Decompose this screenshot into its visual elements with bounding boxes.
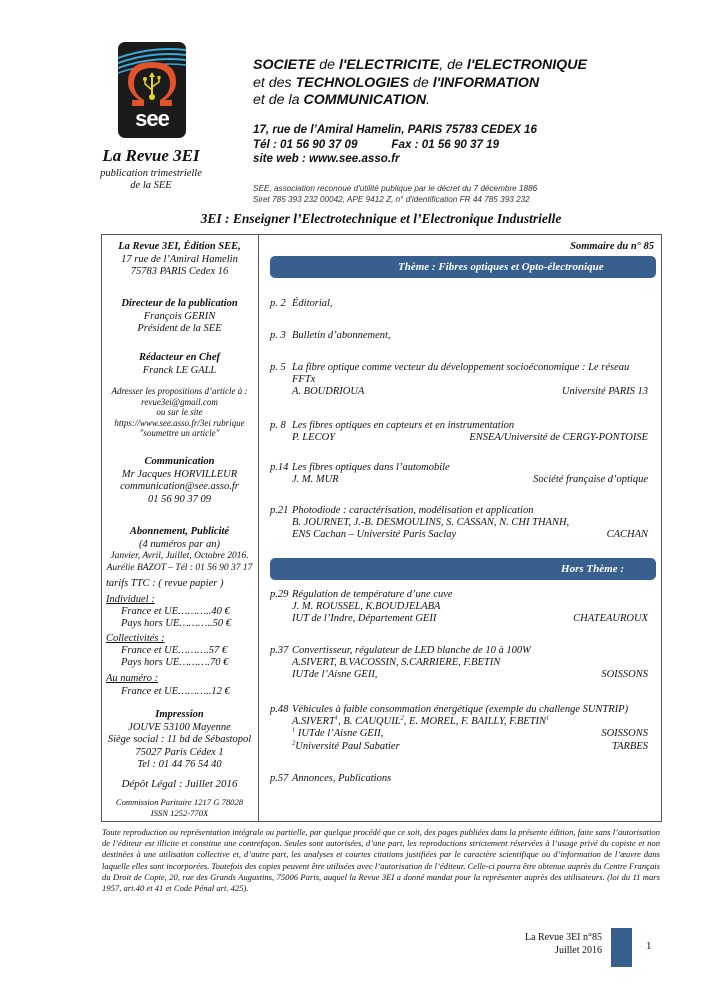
entry-authors: A. BOUDRIOUA [292,386,365,398]
page-number: p.37 [270,645,289,656]
entry-location: ENSEA/Université de CERGY-PONTOISE [469,432,648,444]
entry-affiliation: $^1$ IUTde l’Aisne GEII, [292,726,384,740]
fax: Fax : 01 56 90 37 19 [391,137,500,151]
entry-authors: B. JOURNET, J.-B. DESMOULINS, S. CASSAN, N. CHI THANH, [292,517,570,529]
communication-block: Communication Mr Jacques HORVILLEUR communication@see.asso.fr 01 56 90 37 09 [101,456,258,506]
tagline: 3EI : Enseigner l’Electrotechnique et l’Electronique Industrielle [200,211,562,226]
address: 17, rue de l’Amiral Hamelin, PARIS 75783 CEDEX 16 [253,123,537,136]
toc-entry[interactable] [270,420,648,444]
page-number: p. 3 [270,330,286,341]
toc-entry[interactable] [270,773,648,785]
toc-entry[interactable] [270,589,648,626]
entry-title: Les fibres optiques dans l’automobile [292,462,450,473]
page-number: p.57 [270,773,289,784]
entry-authors: J. M. MUR [292,474,339,486]
telephone: Tél : 01 56 90 37 09 [253,137,358,151]
entry-authors: A.SIVERT, B.VACOSSIN, S.CARRIERE, F.BETIN [292,657,501,669]
tarif-row: France et UE………..40 € [121,606,230,617]
copyright-notice: Toute reproduction ou représentation intégrale ou partielle, par quelque procédé que ce soit, des pages publiées dans la présente édition, faite sans l’autorisation de l’éditeur est illicite et constitue une contrefaçon. Seules sont autorisées, d’une part, les reproductions strictement réservées à l’usage privé du copiste et non destinées à une utilisation collective et, d’autre part, les analyses et courtes citations justifiées par le caractère scientifique ou d’information de l’œuvre dans laquelle elles sont incorporées. Toutefois des copies peuvent être utilisées avec l’autorisation de l’éditeur. Celle-ci pourra être obtenue auprès du Centre Français du Droit de Copie, 20, rue des Grands Augustins, 75006 Paris, auquel la Revue 3EI a donné mandat pour la représenter auprès des utilisateurs. (loi du 11 mars 1957, art.40 et 41 et Code Pénal art. 425). [102,827,660,894]
theme-banner [270,256,656,278]
logo-text: see [135,106,169,131]
footer-issue-label: La Revue 3EI n°85 [524,932,602,943]
entry-location: Université PARIS 13 [561,386,648,398]
toc-entry[interactable] [270,704,648,753]
footer-date: Juillet 2016 [555,944,602,956]
submission-block: Adresser les propositions d’article à : revue3ei@gmail.com ou sur le site https://www.see.asso.fr/3ei rubrique "soumettre un article" [101,386,258,439]
director-block: Directeur de la publication François GERIN Président de la SEE [121,298,238,334]
toc-entry[interactable] [270,462,648,486]
entry-location: CHATEAUROUX [573,613,648,625]
entry-title: Régulation de température d’une cuve [292,589,453,600]
legal-line: SEE, association reconnue d'utilité publique par le décret du 7 décembre 1886 [253,184,538,193]
society-contact [253,123,537,167]
entry-authors: J. M. ROUSSEL, K.BOUDJELABA [292,601,441,613]
footer-accent-bar [611,928,632,967]
society-line: et de la COMMUNICATION. [253,92,431,108]
entry-title: Bulletin d’abonnement, [292,330,391,341]
revue-subtitle [90,168,212,192]
entry-title: Véhicules à faible consommation énergétique (exemple du challenge SUNTRIP) [292,704,629,715]
society-name [253,57,587,110]
page-number: p.48 [270,704,289,715]
edition-block: La Revue 3EI, Édition SEE, 17 rue de l’Amiral Hamelin 75783 PARIS Cedex 16 [118,241,241,277]
entry-affiliation: IUT de l’Indre, Département GEII [292,613,437,625]
entry-title: Éditorial, [292,298,333,309]
tarif-row: Pays hors UE………..50 € [121,618,231,629]
editor-block: Rédacteur en Chef Franck LE GALL [138,352,221,376]
entry-title: Photodiode : caractérisation, modélisation et application [292,505,534,516]
toc-entry[interactable] [270,298,648,310]
tarif-numero-label: Au numéro : [106,673,159,684]
communication-email[interactable]: communication@see.asso.fr [120,481,239,492]
hors-theme-banner [270,558,656,580]
entry-title: La fibre optique comme vecteur du développement socioéconomique : Le réseau FFTx [292,362,630,386]
tarif-row: France et UE……….57 € [121,645,228,656]
subscription-block: Abonnement, Publicité (4 numéros par an) Janvier, Avril, Juillet, Octobre 2016. Aurélie BAZOT – Tél : 01 56 90 37 17 [106,526,253,573]
footer-issue [490,932,602,957]
website-link[interactable]: site web : www.see.asso.fr [253,152,400,165]
entry-affiliation: $^2$Université Paul Sabatier [292,739,400,752]
tarif-individuel-label: Individuel : [106,594,155,605]
see-logo [118,42,186,138]
entry-location: SOISSONS [601,669,648,681]
entry-affiliation: ENS Cachan – Université Paris Saclay [292,529,457,541]
toc-entry[interactable] [270,645,648,682]
tarif-row: Pays hors UE……….70 € [121,657,229,668]
subtitle-line: de la SEE [130,180,172,191]
entry-location: SOISSONS [601,728,648,740]
entry-title: Convertisseur, régulateur de LED blanche de 10 à 100W [292,645,531,656]
summary-title: Sommaire du n° 85 [570,241,654,252]
entry-authors: A.SIVERT$^1$, B. CAUQUIL$^2$, E. MOREL, F. BAILLY, F.BETIN$^1$ [292,714,550,728]
entry-title: Annonces, Publications [292,773,392,784]
commission-block: Commission Paritaire 1217 G 78028 ISSN 1252-770X [115,797,244,818]
tarif-collectivites-label: Collectivités : [106,633,165,644]
page-number: p. 2 [270,298,286,309]
legal-info [253,183,537,205]
hors-theme-banner-label: Hors Thème : [561,563,624,575]
tarifs-heading: tarifs TTC : ( revue papier ) [106,578,224,589]
impression-block: Impression JOUVE 53100 Mayenne Siège social : 11 bd de Sébastopol 75027 Paris Cédex 1 Tel : 01 44 76 54 40 [107,709,252,770]
theme-banner-label: Thème : Fibres optiques et Opto-électronique [398,261,604,273]
society-line: et des TECHNOLOGIES de l'INFORMATION [253,74,540,91]
page-number: p. 8 [270,420,286,431]
page-number: p.14 [270,462,289,473]
column-divider [258,234,259,822]
entry-affiliation: IUTde l’Aisne GEII, [292,669,378,681]
phone-fax [253,138,537,153]
tarif-row: France et UE………..12 € [121,686,230,697]
entry-location: TARBES [612,740,648,752]
submission-url[interactable]: https://www.see.asso.fr/3ei rubrique [114,417,245,428]
entry-authors: P. LECOY [292,432,335,444]
page-number: p. 5 [270,362,286,373]
subtitle-line: publication trimestrielle [100,168,202,179]
toc-entry[interactable] [270,362,648,399]
revue-title: La Revue 3EI [102,146,200,165]
toc-entry[interactable] [270,330,648,342]
society-line: SOCIETE de l'ELECTRICITE, de l'ELECTRONIQUE [253,57,587,73]
legal-line: Siret 785 393 232 00042, APE 9412 Z, n° d'identification FR 44 785 393 232 [253,195,530,204]
page-number: p.21 [270,505,289,516]
toc-entry[interactable] [270,505,648,542]
entry-title: Les fibres optiques en capteurs et en instrumentation [292,420,515,431]
depot-legal: Dépôt Légal : Juillet 2016 [121,778,238,790]
entry-location: CACHAN [606,529,648,541]
page-number: p.29 [270,589,289,600]
entry-location: Société française d’optique [533,474,648,486]
submission-email[interactable]: revue3ei@gmail.com [141,396,218,407]
page-number-footer: 1 [646,940,652,952]
